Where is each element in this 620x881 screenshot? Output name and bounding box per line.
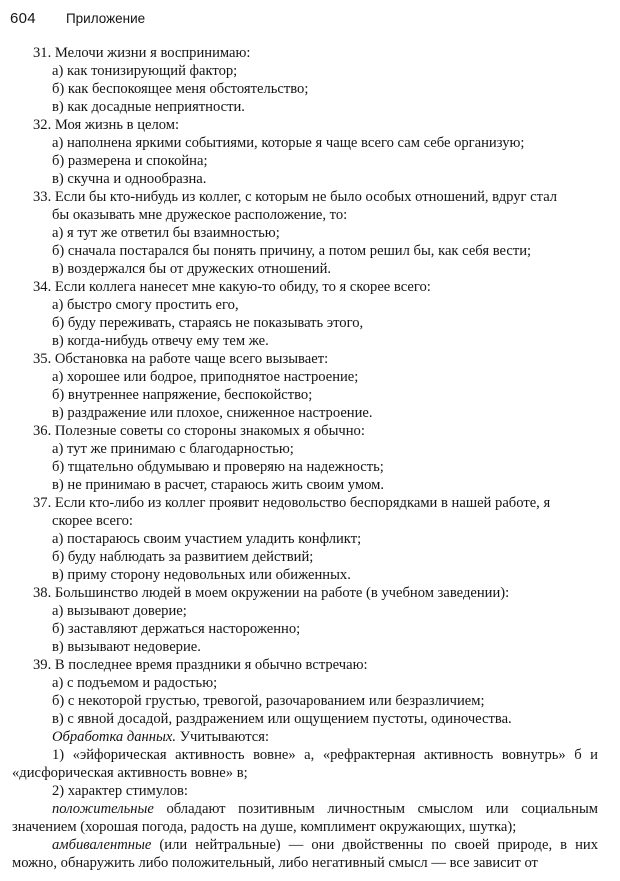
question-stem: 36. Полезные советы со стороны знакомых я обычно: <box>33 423 365 439</box>
processing-heading <box>0 728 620 746</box>
answer-option: а) хорошее или бодрое, приподнятое настроение; <box>52 369 359 385</box>
processing-heading-rest: Учитываются: <box>176 729 270 745</box>
processing-heading-italic: Обработка данных. <box>52 729 177 745</box>
page-header <box>10 10 145 32</box>
ambivalent-paragraph <box>0 836 598 854</box>
answer-option: б) заставляют держаться настороженно; <box>52 621 301 637</box>
question-stem: 39. В последнее время праздники я обычно встречаю: <box>33 657 368 673</box>
answer-option: б) как беспокоящее меня обстоятельство; <box>52 81 309 97</box>
answer-option: а) постараюсь своим участием уладить конфликт; <box>52 531 362 547</box>
answer-option: в) приму сторону недовольных или обиженных. <box>52 567 351 583</box>
question-stem: 38. Большинство людей в моем окружении на работе (в учебном заведении): <box>33 585 510 601</box>
answer-option: б) тщательно обдумываю и проверяю на надежность; <box>52 459 384 475</box>
answer-option: в) с явной досадой, раздражением или ощущением пустоты, одиночества. <box>52 711 512 727</box>
answer-option: в) воздержался бы от дружеских отношений. <box>52 261 332 277</box>
answer-option: а) с подъемом и радостью; <box>52 675 218 691</box>
page-number: 604 <box>10 10 36 27</box>
answer-option: а) как тонизирующий фактор; <box>52 63 238 79</box>
question-stem-continuation: скорее всего: <box>52 513 133 529</box>
answer-option: а) я тут же ответил бы взаимностью; <box>52 225 280 241</box>
question-stem: 37. Если кто-либо из коллег проявит недовольство беспорядками в нашей работе, я <box>33 495 551 511</box>
answer-option: в) как досадные неприятности. <box>52 99 245 115</box>
question-stem: 34. Если коллега нанесет мне какую-то обиду, то я скорее всего: <box>33 279 431 295</box>
processing-item1-line1: 1) «эйфорическая активность вовне» а, «рефрактерная активность вовнутрь» б и <box>52 747 598 763</box>
positive-paragraph <box>0 800 598 818</box>
question-stem-continuation: бы оказывать мне дружеское расположение, то: <box>52 207 348 223</box>
question-stem: 33. Если бы кто-нибудь из коллег, с которым не было особых отношений, вдруг стал <box>33 189 558 205</box>
answer-option: а) вызывают доверие; <box>52 603 187 619</box>
answer-option: а) тут же принимаю с благодарностью; <box>52 441 294 457</box>
answer-option: б) с некоторой грустью, тревогой, разочарованием или безразличием; <box>52 693 485 709</box>
answer-option: а) наполнена яркими событиями, которые я чаще всего сам себе организую; <box>52 135 525 151</box>
answer-option: в) когда-нибудь отвечу ему тем же. <box>52 333 269 349</box>
answer-option: б) буду наблюдать за развитием действий; <box>52 549 314 565</box>
answer-option: б) размерена и спокойна; <box>52 153 208 169</box>
processing-ambivalent-line <box>0 836 620 854</box>
answer-option: в) скучна и однообразна. <box>52 171 207 187</box>
running-title: Приложение <box>65 11 146 26</box>
question-stem: 35. Обстановка на работе чаще всего вызывает: <box>33 351 329 367</box>
processing-positive-line <box>0 800 620 818</box>
ambivalent-line2: можно, обнаружить либо положительный, либо негативный смысл — все зависит от <box>12 855 538 871</box>
answer-option: в) не принимаю в расчет, стараюсь жить своим умом. <box>52 477 384 493</box>
answer-option: а) быстро смогу простить его, <box>52 297 239 313</box>
positive-rest: обладают позитивным личностным смыслом или социальным <box>153 801 598 817</box>
answer-option: б) буду переживать, стараясь не показывать этого, <box>52 315 364 331</box>
positive-term: положительные <box>52 801 154 817</box>
question-stem: 32. Моя жизнь в целом: <box>33 117 180 133</box>
answer-option: в) раздражение или плохое, сниженное настроение. <box>52 405 373 421</box>
ambivalent-rest: (или нейтральные) — они двойственны по своей природе, в них <box>151 837 598 853</box>
processing-item2: 2) характер стимулов: <box>52 783 188 799</box>
ambivalent-term: амбивалентные <box>52 837 152 853</box>
answer-option: в) вызывают недоверие. <box>52 639 201 655</box>
answer-option: б) сначала постарался бы понять причину, а потом решил бы, как себя вести; <box>52 243 532 259</box>
processing-item-line <box>0 746 620 764</box>
question-stem: 31. Мелочи жизни я воспринимаю: <box>33 45 251 61</box>
processing-item1-line2: «дисфорическая активность вовне» в; <box>12 765 248 781</box>
answer-option: б) внутреннее напряжение, беспокойство; <box>52 387 313 403</box>
positive-line2: значением (хорошая погода, радость на душе, комплимент окружающих, шутка); <box>12 819 517 835</box>
